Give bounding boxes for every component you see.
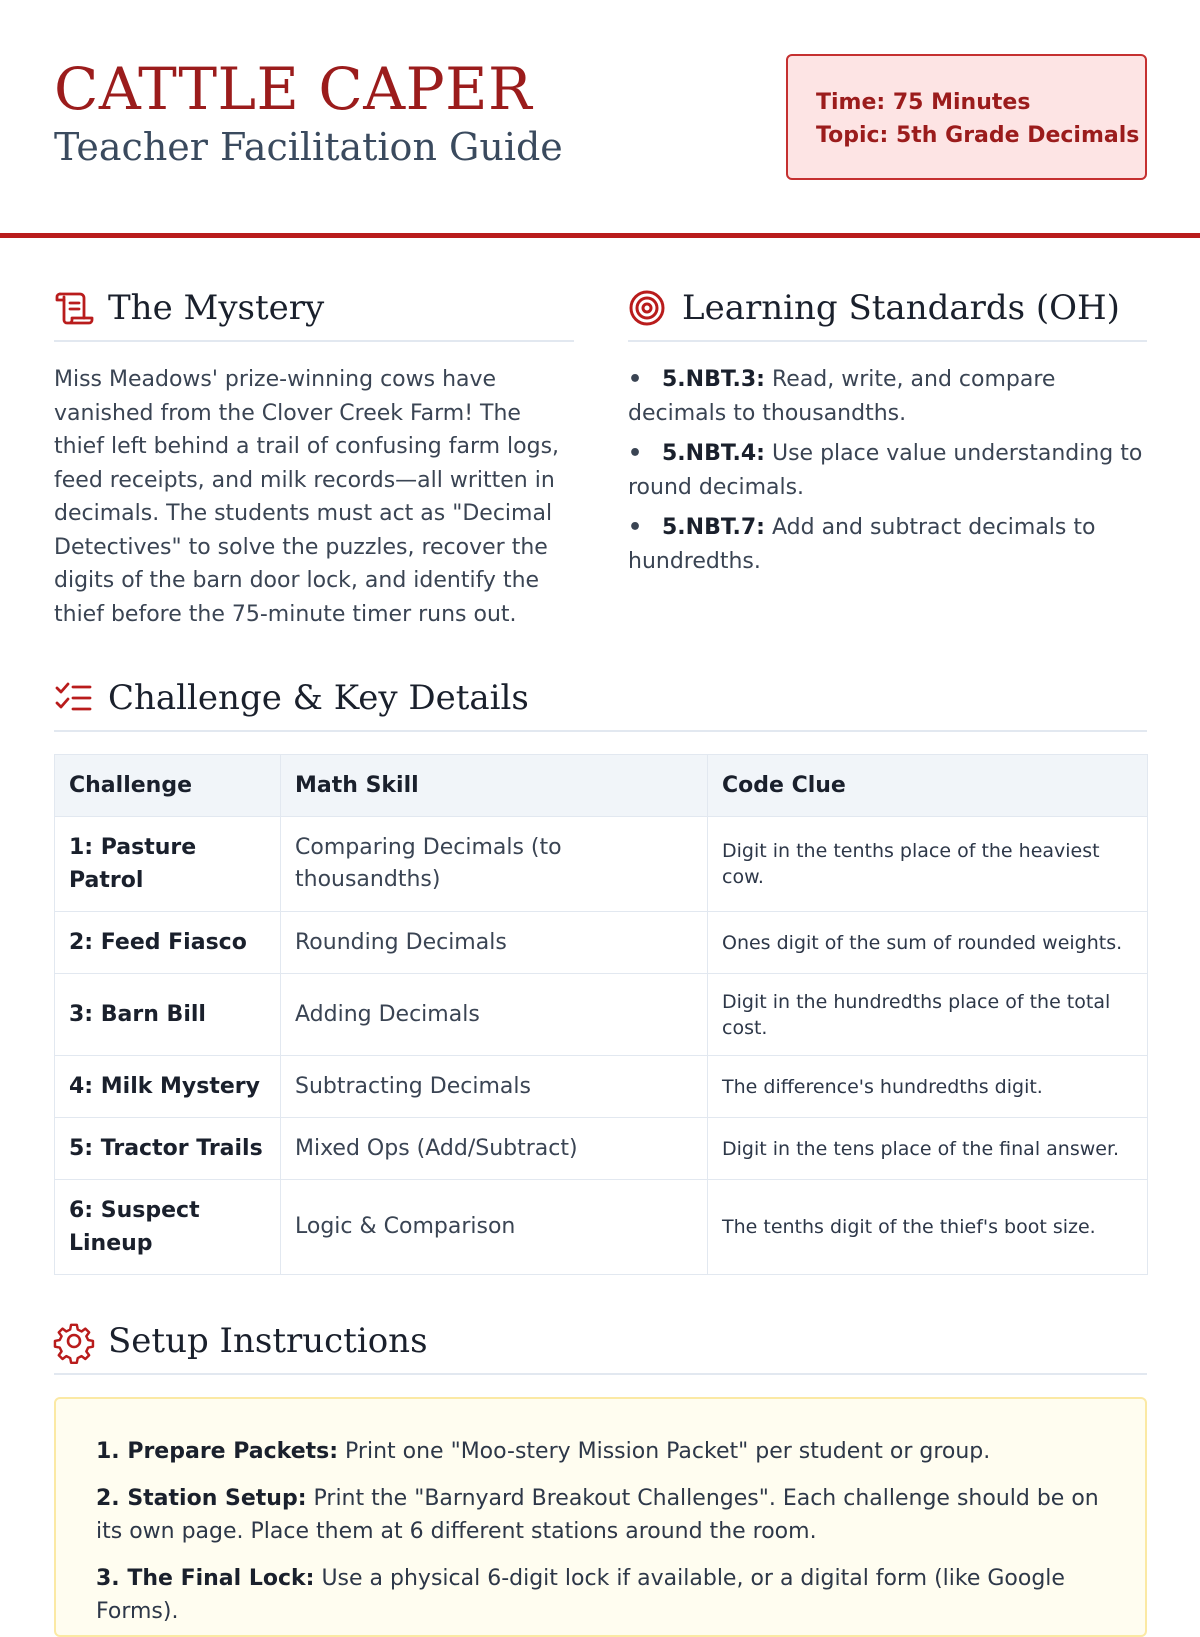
skill-cell: Adding Decimals: [281, 974, 708, 1056]
session-info-box: [786, 54, 1147, 180]
column-header: Math Skill: [281, 755, 708, 817]
table-row: [55, 1118, 1148, 1180]
skill-cell: Logic & Comparison: [281, 1180, 708, 1275]
skill-cell: Rounding Decimals: [281, 912, 708, 974]
standard-text: Read, write, and compare decimals to thousandths.: [628, 367, 1056, 426]
challenges-heading: Challenge & Key Details: [108, 678, 529, 718]
standards-heading: Learning Standards (OH): [682, 288, 1120, 328]
challenges-section-header: [54, 670, 1147, 732]
list-item: • 5.NBT.7: Add and subtract decimals to hundredths.: [628, 515, 1096, 574]
skill-cell: Comparing Decimals (to thousandths): [281, 817, 708, 912]
header-divider: [0, 233, 1200, 238]
clue-cell: The difference's hundredths digit.: [708, 1056, 1148, 1118]
standard-text: Add and subtract decimals to hundredths.: [628, 515, 1096, 574]
standard-code: 5.NBT.4:: [662, 441, 765, 466]
setup-instructions-box: [54, 1397, 1147, 1637]
page-title: CATTLE CAPER: [54, 55, 533, 123]
gear-icon: [54, 1321, 94, 1361]
table-row: [55, 1056, 1148, 1118]
setup-section-header: [54, 1313, 1147, 1375]
clue-cell: The tenths digit of the thief's boot size.: [708, 1180, 1148, 1275]
target-icon: [628, 288, 668, 328]
table-row: [55, 817, 1148, 912]
table-row: [55, 1180, 1148, 1275]
setup-step-label: 3. The Final Lock:: [96, 1566, 315, 1591]
scroll-icon: [54, 288, 94, 328]
list-item: [96, 1482, 1105, 1548]
standard-text: Use place value understanding to round decimals.: [628, 441, 1143, 500]
challenge-cell: 3: Barn Bill: [55, 974, 281, 1056]
topic-label: Topic: 5th Grade Decimals: [816, 123, 1140, 148]
list-item: [96, 1562, 1105, 1628]
page-subtitle: Teacher Facilitation Guide: [54, 125, 563, 169]
table-row: [55, 912, 1148, 974]
setup-step-label: 1. Prepare Packets:: [96, 1439, 339, 1464]
challenge-cell: 5: Tractor Trails: [55, 1118, 281, 1180]
column-header: Code Clue: [708, 755, 1148, 817]
clue-cell: Digit in the tens place of the final answer.: [708, 1118, 1148, 1180]
setup-step-text: Print one "Moo-stery Mission Packet" per student or group.: [345, 1439, 991, 1464]
clue-cell: Digit in the hundredths place of the total cost.: [708, 974, 1148, 1056]
time-label: Time: 75 Minutes: [816, 90, 1031, 115]
setup-step-text: Print the "Barnyard Breakout Challenges". Each challenge should be on its own page. Place them at 6 different stations around the room.: [96, 1486, 1099, 1544]
table-row: [55, 974, 1148, 1056]
standard-code: 5.NBT.7:: [662, 515, 765, 540]
skill-cell: Mixed Ops (Add/Subtract): [281, 1118, 708, 1180]
mystery-section-header: [54, 280, 574, 342]
setup-step-text: Use a physical 6-digit lock if available, or a digital form (like Google Forms).: [96, 1566, 1065, 1624]
column-header: Challenge: [55, 755, 281, 817]
skill-cell: Subtracting Decimals: [281, 1056, 708, 1118]
checklist-icon: [54, 678, 94, 718]
challenge-cell: 6: Suspect Lineup: [55, 1180, 281, 1275]
standard-code: 5.NBT.3:: [662, 367, 765, 392]
setup-heading: Setup Instructions: [108, 1321, 428, 1361]
list-item: [96, 1435, 1105, 1468]
page-header: [54, 0, 1147, 236]
mystery-description: Miss Meadows' prize-winning cows have vanished from the Clover Creek Farm! The thief left behind a trail of confusing farm logs, feed receipts, and milk records—all written in decimals. The students must act as "Decimal Detectives" to solve the puzzles, recover the digits of the barn door lock, and identify the thief before the 75-minute timer runs out.: [54, 367, 560, 627]
challenge-cell: 1: Pasture Patrol: [55, 817, 281, 912]
mystery-heading: The Mystery: [108, 288, 325, 328]
clue-cell: Digit in the tenths place of the heaviest cow.: [708, 817, 1148, 912]
standards-section-header: [628, 280, 1147, 342]
challenges-table: [54, 754, 1148, 1275]
standards-list: [628, 363, 1148, 585]
challenge-cell: 2: Feed Fiasco: [55, 912, 281, 974]
clue-cell: Ones digit of the sum of rounded weights.: [708, 912, 1148, 974]
challenge-cell: 4: Milk Mystery: [55, 1056, 281, 1118]
table-header-row: [55, 755, 1148, 817]
setup-step-label: 2. Station Setup:: [96, 1486, 307, 1511]
list-item: • 5.NBT.4: Use place value understanding to round decimals.: [628, 441, 1143, 500]
list-item: • 5.NBT.3: Read, write, and compare decimals to thousandths.: [628, 367, 1056, 426]
